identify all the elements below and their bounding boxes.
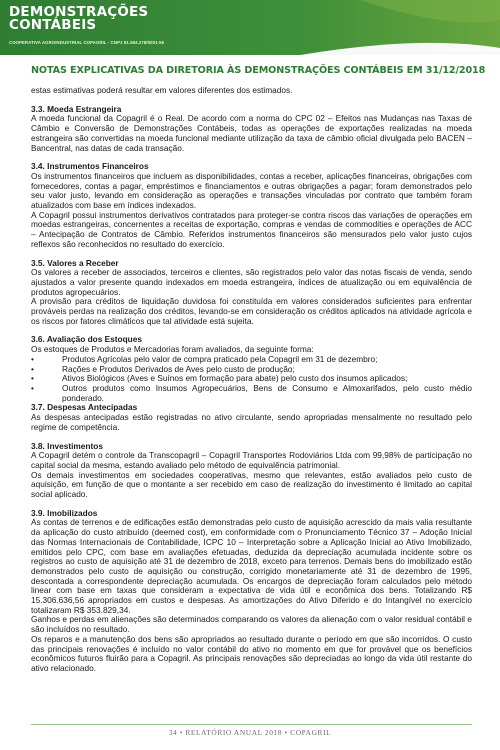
page-footer: 34 • RELATÓRIO ANUAL 2018 • COPAGRIL <box>168 728 332 737</box>
list-item <box>31 384 472 403</box>
footer-divider <box>31 724 472 725</box>
paragraph-3-4-2: A Copagril possui instrumentos derivativos contratados para proteger-se contra riscos das variações de operações em moedas estrangeiras, concernentes a receitas de exportação, compras e vendas de commodities e operações de ACC – Antecipação de Contratos de Câmbio. Referidos instrumentos financeiros são mensurados pelo valor justo cujos reflexos são reconhecidos no resultado do exercício. <box>31 209 472 249</box>
paragraph-3-9-3: Os reparos e a manutenção dos bens são apropriados ao resultado durante o período em que são incorridos. O custo das principais renovações é incluído no valor contábil do ativo no momento em que for provável que os benefícios econômicos futuros fluirão para a Copagril. As principais renovações são depreciadas ao longo da vida útil restante do ativo relacionado. <box>31 633 472 673</box>
bullet-glyph: • <box>31 373 34 384</box>
paragraph-3-5-1: Os valores a receber de associados, terceiros e clientes, são registrados pelo valor das notas fiscais de venda, sendo ajustados a valor presente quando indexados em moeda estrangeira, índices de atualização ou em equivalência de produtos agropecuários. <box>31 267 472 297</box>
paragraph-3-4-1: Os instrumentos financeiros que incluem as disponibilidades, contas a receber, aplicações financeiras, obrigações com fornecedores, contas a pagar, empréstimos e financiamentos e outras obrigações a pagar; foram demonstrados pelo seu valor justo, levando em consideração as operações e transações vinculadas por contrato que também foram atualizados com base em índices indexados. <box>31 170 472 211</box>
paragraph-3-5-2: A provisão para créditos de liquidação duvidosa foi constituída em valores considerados suficientes para enfrentar prováveis perdas na realização dos créditos, levando-se em consideração os créditos aplicados na atividade agrícola e os riscos por fatores climáticos que tal atividade está sujeita. <box>31 296 472 326</box>
paragraph-3-9-2: Ganhos e perdas em alienações são determinados comparando os valores da alienação com o valor residual contábil e são incluídos no resultado. <box>31 614 472 635</box>
heading-3-8: 3.8. Investimentos <box>31 440 103 451</box>
report-title-line1: DEMONSTRAÇÕES <box>9 4 149 20</box>
list-item-text: Ativos Biológicos (Aves e Suínos em formação para abate) pelo custo dos insumos aplicados; <box>62 373 408 384</box>
list-item-text: Outros produtos como Insumos Agropecuários, Bens de Consumo e Almoxarifados, pelo custo médio ponderado. <box>62 382 472 403</box>
heading-3-4: 3.4. Instrumentos Financeiros <box>31 161 149 172</box>
paragraph-3-9-1: As contas de terrenos e de edificações estão demonstradas pelo custo de aquisição acrescido da mais valia resultante da aplicação do custo atribuído (deemed cost), em conformidade com o Pronunciamento Técnico 37 – Adoção Inicial das Normas Internacionais de Contabilidade, ICPC 10 – Interpretação sobre a Aplicação Inicial ao Ativo Imobilizado, emitidos pelo CPC, com base em avaliações efetuadas, deduzida da depreciação acumulada incidente sobre os registros ao custo de aquisição até 31 de dezembro de 2018, exceto para terrenos. Demais bens do imobilizado estão demonstrados pelo custo de aquisição ou construção, corrigido monetariamente até 31 de dezembro de 1995, descontada a correspondente depreciação acumulada. Os encargos de depreciação foram calculados pelo método linear com base em taxas que consideram a expectativa de vida útil e econômica dos bens. Totalizando R$ 15.306.636,56 apropriados em custos e despesas. As amortizações do Ativo Diferido e do Intangível no exercício totalizaram R$ 353.829,34. <box>31 517 472 615</box>
heading-3-9: 3.9. Imobilizados <box>31 507 98 518</box>
heading-3-6: 3.6. Avaliação dos Estoques <box>31 334 142 345</box>
intro-paragraph: estas estimativas poderá resultar em valores diferentes dos estimados. <box>31 85 293 95</box>
paragraph-3-3-1: A moeda funcional da Copagril é o Real. De acordo com a norma do CPC 02 – Efeitos nas Mudanças nas Taxas de Câmbio e Conversão de Demonstrações Contábeis, todas as operações de exportações realizadas na moeda estrangeira são convertidas na moeda funcional mediante utilização da taxa de câmbio oficial divulgada pelo BACEN – Bancentral, nas datas de cada transação. <box>31 113 472 153</box>
list-item-text: Rações e Produtos Derivados de Aves pelo custo de produção; <box>62 363 295 374</box>
report-title <box>9 6 148 32</box>
header-decoration <box>300 0 500 55</box>
paragraph-3-7-1: As despesas antecipadas estão registradas no ativo circulante, sendo apropriadas mensalmente no resultado pelo regime de competência. <box>31 412 472 432</box>
company-subtitle: COOPERATIVA AGROINDUSTRIAL COPAGRIL - CNPJ 81.584.278/0001-55 <box>9 40 165 45</box>
list-item-text: Produtos Agrícolas pelo valor de compra praticado pela Copagril em 31 de dezembro; <box>62 353 378 364</box>
bullet-glyph: • <box>31 363 34 374</box>
heading-3-7: 3.7. Despesas Antecipadas <box>31 402 138 413</box>
paragraph-3-8-2: Os demais investimentos em sociedades cooperativas, mesmo que relevantes, estão avaliados pelo custo de aquisição, em função de que o montante a ser recebido em caso de realização do investimento é limitado ao capital social aplicado. <box>31 469 472 500</box>
bullet-glyph: • <box>31 382 34 393</box>
heading-3-5: 3.5. Valores a Receber <box>31 257 119 268</box>
document-body <box>31 86 472 674</box>
report-title-line2: CONTÁBEIS <box>9 17 97 33</box>
paragraph-3-8-1: A Copagril detém o controle da Transcopagril – Copagril Transportes Rodoviários Ltda com 99,98% de participação no capital social da mesma, estando avaliado pelo método de equivalência patrimonial. <box>31 450 472 470</box>
paragraph-3-6-1: Os estoques de Produtos e Mercadorias foram avaliados, da seguinte forma: <box>31 344 314 355</box>
bullet-glyph: • <box>31 353 34 364</box>
section-title: NOTAS EXPLICATIVAS DA DIRETORIA ÀS DEMONSTRAÇÕES CONTÁBEIS EM 31/12/2018 <box>31 65 486 76</box>
heading-3-3: 3.3. Moeda Estrangeira <box>31 103 122 114</box>
